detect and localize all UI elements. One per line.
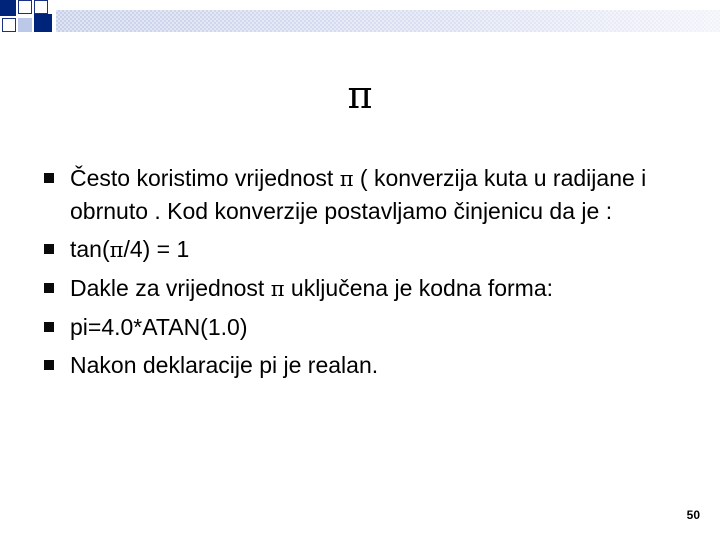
square-bullet-icon (44, 283, 54, 293)
bullet-item (40, 233, 680, 266)
bullet-text: ( konverzija kuta u radijane i obrnuto . Kod konverzije postavljamo činjenicu da je : (70, 165, 647, 224)
bullet-text: Dakle za vrijednost (70, 275, 271, 301)
pi-symbol: π (270, 277, 285, 301)
pi-symbol: π (109, 238, 124, 262)
header-pattern-fade (56, 10, 720, 32)
bullet-text: Često koristimo vrijednost (70, 165, 340, 191)
pi-symbol: π (339, 167, 354, 191)
page-number: 50 (686, 508, 700, 522)
bullet-text: Nakon deklaracije pi je realan. (70, 352, 379, 378)
bullet-text: tan( (70, 236, 110, 262)
bullet-list (40, 162, 680, 387)
bullet-item (40, 162, 680, 227)
square-bullet-icon (44, 322, 54, 332)
square-bullet-icon (44, 360, 54, 370)
bullet-item (40, 349, 680, 381)
square-bullet-icon (44, 173, 54, 183)
bullet-item (40, 311, 680, 343)
square-bullet-icon (44, 244, 54, 254)
bullet-item (40, 272, 680, 305)
slide-title: π (347, 73, 373, 117)
bullet-text: /4) = 1 (123, 236, 190, 262)
bullet-text: pi=4.0*ATAN(1.0) (70, 314, 248, 340)
bullet-text: uključena je kodna forma: (284, 275, 554, 301)
